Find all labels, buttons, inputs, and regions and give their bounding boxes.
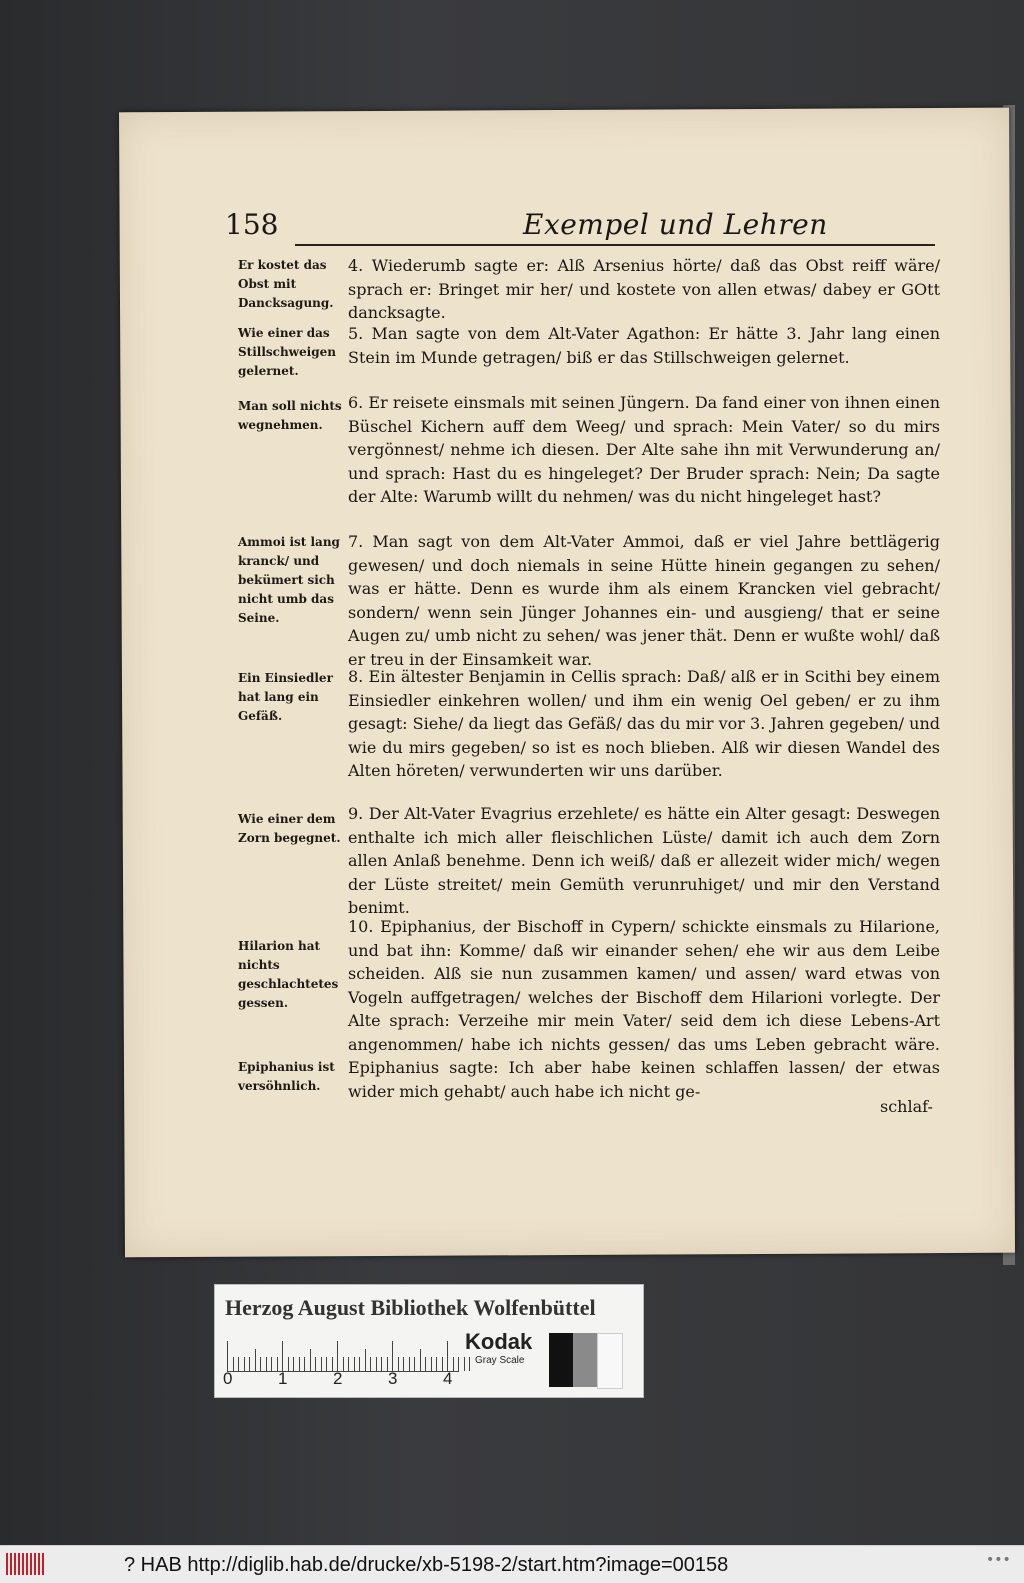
paragraph: 6. Er reisete einsmals mit seinen Jüngern. Da fand einer von ihnen einen Büschel Kichern auff dem Weeg/ und sprach: Mein Vater/ so du mirs vergönnest/ nehme ich diesen. Der Alte sahe ihn mit Verwunderung an/ und sprach: Hast du es hingeleget? Der Bruder sprach: Nein; Da sagte der Alte: Warumb willt du nehmen/ was du nicht hingeleget hast?: [348, 393, 940, 506]
header-rule: [295, 244, 935, 246]
ellipsis-icon[interactable]: •••: [986, 1552, 1011, 1568]
ruler-tick: [282, 1341, 283, 1371]
kodak-logo: Kodak: [465, 1329, 533, 1354]
paragraph: 5. Man sagte von dem Alt-Vater Agathon: Er hätte 3. Jahr lang einen Stein im Munde getragen/ biß er das Stillschweigen gelernet.: [348, 324, 940, 367]
paragraph: 9. Der Alt-Vater Evagrius erzehlete/ es hätte ein Alter gesagt: Deswegen enthalte ich mich aller fleischlichen Lüste/ damit ich auch dem Zorn allen Anlaß benehme. Denn ich weiß/ daß er allezeit wider mich/ wegen der Lüste streitet/ mein Gemüth verunruhiget/ und mir den Verstand benimt.: [348, 804, 940, 917]
ruler-tick: [255, 1349, 256, 1371]
running-title: Exempel und Lehren: [523, 208, 828, 241]
target-title: Herzog August Bibliothek Wolfenbüttel: [225, 1295, 596, 1320]
margin-note: Hilarion hat nichts geschlachtetes gessen.: [238, 939, 339, 1010]
margin-note: Epiphanius ist versöhnlich.: [238, 1060, 335, 1093]
margin-note: Wie einer dem Zorn begegnet.: [238, 812, 341, 845]
paragraph: 8. Ein ältester Benjamin in Cellis sprach: Daß/ alß er in Scithi bey einem Einsiedler einkehren wollen/ und ihm ein wenig Oel geben/ er zu ihm gesagt: Siehe/ da liegt das Gefäß/ das du mir vor 3. Jahren gegeben/ und wie du mirs gegeben/ so ist es noch blieben. Alß wir diesen Wandel des Alten höreten/ verwunderten wir uns darüber.: [348, 667, 940, 780]
margin-note: Ammoi ist lang kranck/ und bekümert sich nicht umb das Seine.: [238, 535, 340, 625]
margin-note: Wie einer das Stillschweigen gelernet.: [238, 326, 336, 378]
ruler-tick: [310, 1349, 311, 1371]
ruler-tick: [469, 1357, 470, 1371]
page-number: 158: [225, 208, 279, 241]
ruler-tick: [227, 1341, 228, 1371]
ruler-scale: [227, 1335, 459, 1372]
margin-note: Ein Einsiedler hat lang ein Gefäß.: [238, 671, 333, 723]
ruler-tick: [447, 1341, 448, 1371]
gray-patch-mid: [573, 1333, 597, 1387]
ruler-tick: [365, 1349, 366, 1371]
catchword: schlaf-: [880, 1097, 933, 1116]
ruler-tick: [392, 1341, 393, 1371]
ruler-number: 1: [278, 1369, 288, 1388]
status-url[interactable]: ? HAB http://diglib.hab.de/drucke/xb-5198-2/start.htm?image=00158: [124, 1554, 729, 1576]
barcode-icon: [6, 1553, 44, 1575]
status-bar: [0, 1545, 1024, 1583]
ruler-tick: [464, 1357, 465, 1371]
margin-note: Er kostet das Obst mit Dancksagung.: [238, 258, 334, 310]
page-header: [225, 208, 945, 248]
ruler-number: 2: [333, 1369, 343, 1388]
ruler-number: 0: [223, 1369, 233, 1388]
color-calibration-target: [214, 1284, 644, 1398]
paragraph: 10. Epiphanius, der Bischoff in Cypern/ schickte einsmals zu Hilarione, und bat ihn: Komme/ daß wir einander sehen/ ehe wir aus dem Leibe scheiden. Alß sie nun zusammen kamen/ und assen/ ward etwas von Vogeln auffgetragen/ welches der Bischoff dem Hilarioni vorlegte. Der Alte sprach: Verzeihe mir mein Vater/ seid dem ich diese Lebens-Art angenommen/ habe ich nichts gessen/ das ums Leben gebracht wäre. Epiphanius sagte: Ich aber habe keinen schlaffen lassen/ der etwas wider mich gehabt/ auch habe ich nicht ge-: [348, 917, 940, 1101]
ruler-number: 4: [443, 1369, 453, 1388]
paragraph: 7. Man sagt von dem Alt-Vater Ammoi, daß er viel Jahre bettlägerig gewesen/ und doch niemals in seine Hütte hinein gegangen zu sehen/ was er hätte. Denn es wurde ihm als einem Krancken viel gebracht/ sondern/ wenn sein Jünger Johannes ein- und ausgieng/ that er seine Augen zu/ umb nicht zu sehen/ was jener thät. Denn er wußte wohl/ daß er treu in der Einsamkeit war.: [348, 532, 940, 669]
ruler-number: 3: [388, 1369, 398, 1388]
gray-patch-black: [549, 1333, 573, 1387]
kodak-subtitle: Gray Scale: [475, 1355, 525, 1366]
ruler-tick: [420, 1349, 421, 1371]
gray-patch-white: [597, 1333, 623, 1389]
margin-note: Man soll nichts wegnehmen.: [238, 399, 342, 432]
paragraph: 4. Wiederumb sagte er: Alß Arsenius hörte/ daß das Obst reiff wäre/ sprach er: Bringet mir her/ und kostete von allen etwas/ dabey er GOtt dancksagte.: [348, 256, 940, 322]
ruler-numbers: [223, 1369, 463, 1389]
ruler-tick: [337, 1341, 338, 1371]
